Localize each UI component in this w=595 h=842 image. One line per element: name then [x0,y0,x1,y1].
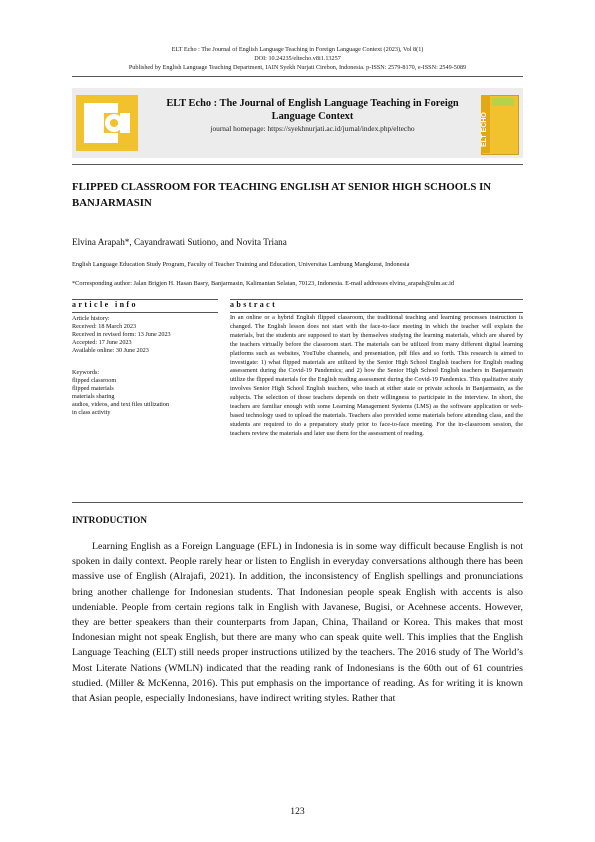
keyword-item: audios, videos, and text files utilization [72,401,170,408]
journal-homepage-link[interactable]: journal homepage: https://syekhnurjati.ac.id/jurnal/index.php/eltecho [210,124,415,133]
banner-rule [72,164,523,165]
page-number: 123 [290,806,305,817]
article-info-heading: article info [72,300,138,309]
keyword-item: in class activity [72,409,111,416]
accepted-date: Accepted: 17 June 2023 [72,339,132,346]
paper-title: FLIPPED CLASSROOM FOR TEACHING ENGLISH AT SENIOR HIGH SCHOOLS IN BANJARMASIN [72,181,492,209]
abstract-bottom-rule [72,502,523,503]
cover-strip [492,98,514,106]
abstract-body: In an online or a hybrid English flipped classroom, the traditional teaching and learning processes instruction is changed. The English lesson does not start with the face-to-face meeting in which the teacher will explain the materials, but the students are supposed to start by themselves studying the learning materials, which are shared by the teachers virtually before the classroom start. The materials can be utilized from many different digital learning platforms such as websites, YouTube channels, and presentation, pdf files and so forth. This research is aimed to investigate: 1) what flipped materials are utilized by the Senior High School English teachers for English reading assessment during the Covid-19 Pandemics; and 2) how the Senior High School English teachers in Banjarmasin utilize the flipped materials for the English reading assessment during the Covid-19 Pandemics. This qualitative study involves Senior High School English teachers, who teach at either state or private schools in Banjarmasin, as the subjects. The selection of those teachers depends on their willingness to participate in the interview. In short, the teachers are familiar enough with some Learning Management Systems (LMS) as the software application or web-based technology used to upload the materials. Teachers also provided some materials before attending class, and the students are required to do a preparatory study prior to face-to-face meeting. For the in-classroom session, the teachers review the materials and later use them for the assessment of reading. [230,314,523,437]
affiliation: English Language Education Study Program, Faculty of Teacher Training and Education, Universitas Lambung Mangkurat, Indonesia [72,261,410,268]
introduction-paragraph: Learning English as a Foreign Language (EFL) in Indonesia is in some way difficult because English is not spoken in daily context. People rarely hear or listen to English in everyday conversations although there has been massive use of English (Alrajafi, 2021). In addition, the inconsistency of English spellings and pronunciations bring another challenge for Indonesian students. That Indonesian people speak English with accents is also undeniable. People from certain regions talk in English with Javanese, Bugisi, or Acehnese accents. However, they are better speakers than their counterparts from Japan, China, Thailand or Korea. This makes that most Indonesian might not speak English, but there are many who can speak quite well. This implies that the English Language Teaching (ELT) still needs proper instructions utilized by the teachers. The 2016 study of The World’s Most Literate Nations (WMLN) indicated that the reading rank of Indonesians is the 60th out of 61 countries studied. (Miller & McKenna, 2016). This put emphasis on the importance of reading. As for writing it is known that Asian people, especially Indonesians, have indirect writing styles. Rather that [72,541,523,705]
introduction-heading: INTRODUCTION [72,516,148,526]
author-list: Elvina Arapah*, Cayandrawati Sutiono, and Novita Triana [72,237,287,247]
keywords-label: Keywords: [72,369,100,376]
journal-logo-icon [76,95,138,151]
journal-title: ELT Echo : The Journal of English Language Teaching in Foreign Language Context [166,98,459,122]
running-head-publisher: Published by English Language Teaching Department, IAIN Syekh Nurjati Cirebon, Indonesia. p-ISSN: 2579-8170, e-ISSN: 2549-5089 [128,64,467,71]
abstract-heading: abstract [230,300,278,309]
cover-title: ELT ECHO [481,112,488,148]
keyword-item: materials sharing [72,393,115,400]
info-sub-rule [72,312,218,313]
running-head-journal: ELT Echo : The Journal of English Language Teaching in Foreign Language Context (2023), Vol 8(1) [171,46,424,53]
header-rule [72,76,523,77]
logo-graphic [76,95,138,151]
received-date: Received: 18 March 2023 [72,323,137,330]
keyword-item: flipped classroom [72,377,117,384]
abstract-sub-rule [230,312,523,313]
keyword-item: flipped materials [72,385,114,392]
running-head-doi: DOI: 10.24235/eltecho.v8i1.13257 [254,55,341,62]
article-history-label: Article history: [72,315,110,322]
corresponding-author: *Corresponding author: Jalan Brigjen H. Hasan Basry, Banjarmasin, Kalimantan Selatan, 70123, Indonesia. E-mail addresses elvina_arapah@ulm.ac.id [72,280,455,287]
online-date: Available online: 30 June 2023 [72,347,149,354]
revised-date: Received in revised form: 13 June 2023 [72,331,171,338]
